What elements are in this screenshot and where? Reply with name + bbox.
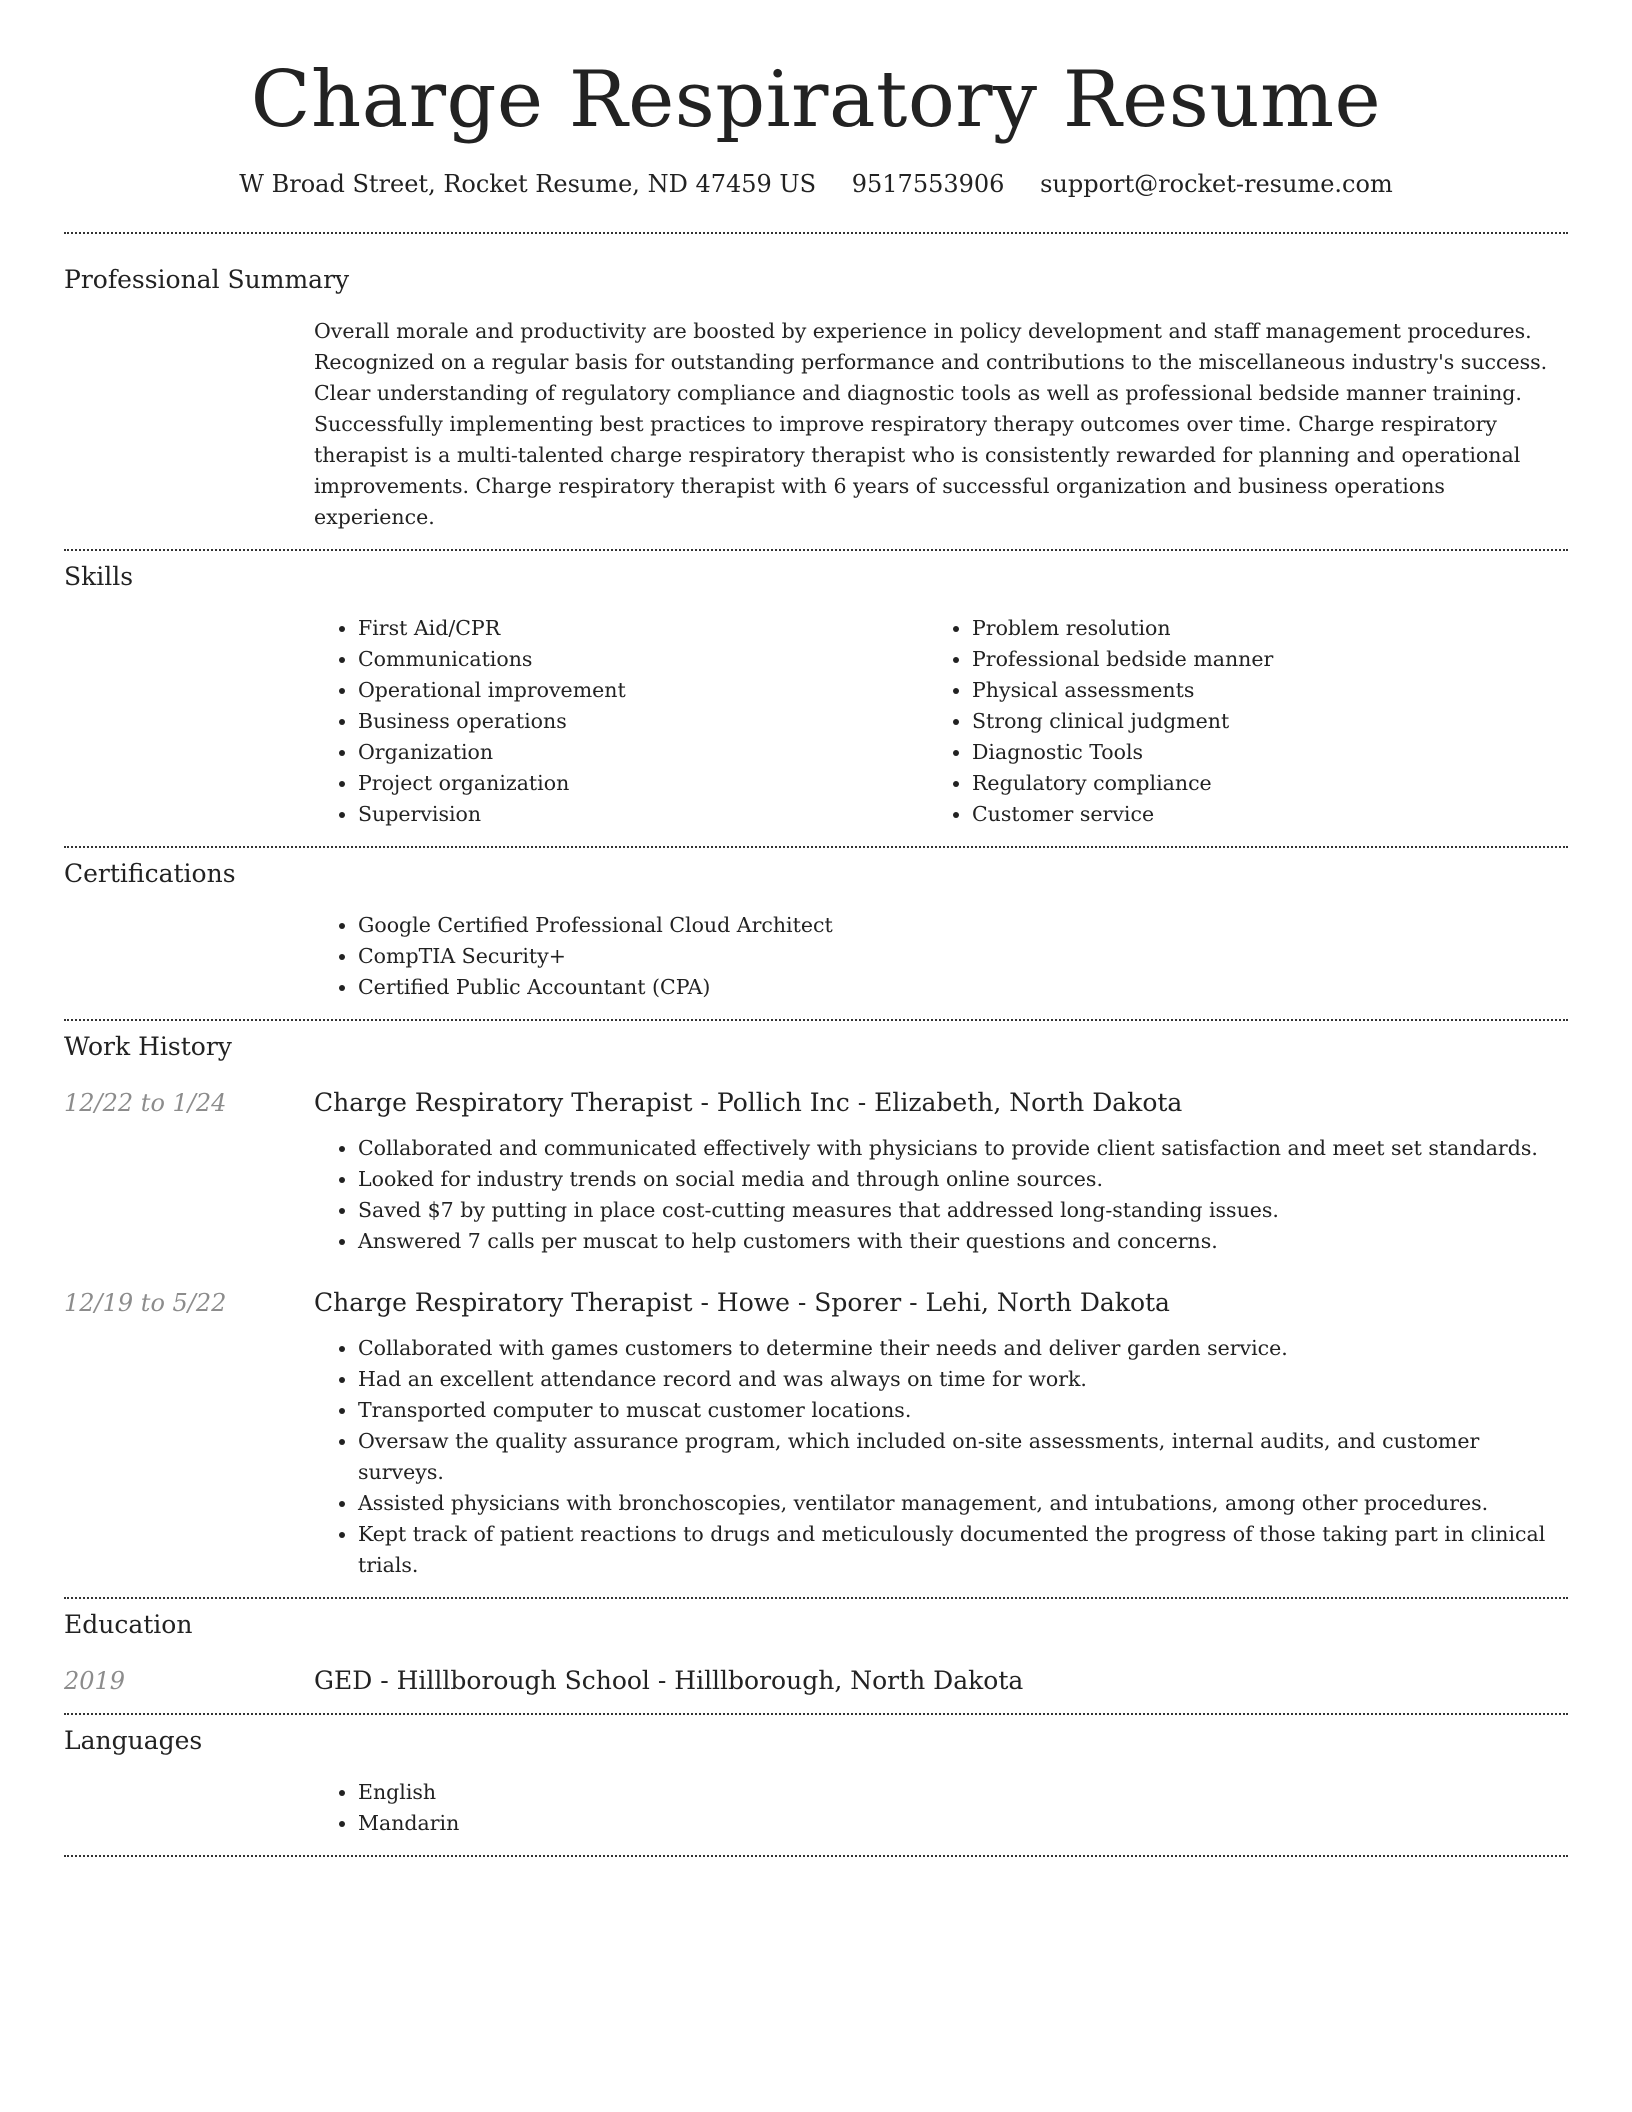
languages-section [64, 1715, 1568, 1855]
job-bullet: • Answered 7 calls per muscat to help customers with their questions and concerns. [358, 1226, 1568, 1257]
job-bullets [314, 1333, 1568, 1581]
languages-heading: Languages [64, 1726, 203, 1755]
certification-item: • Google Certified Professional Cloud Architect [358, 910, 1568, 941]
skills-list-right [928, 613, 1542, 830]
education-heading: Education [64, 1610, 193, 1639]
job-details [314, 1133, 1568, 1257]
job-bullet: • Kept track of patient reactions to drugs and meticulously documented the progress of those taking part in clinical trials. [358, 1519, 1568, 1581]
skill-item: • Physical assessments [972, 675, 1542, 706]
skill-item: • Customer service [972, 799, 1542, 830]
skills-heading: Skills [64, 562, 134, 591]
skill-item: • Supervision [358, 799, 928, 830]
languages-list [314, 1777, 1568, 1839]
contact-address: W Broad Street, Rocket Resume, ND 47459 US [239, 170, 817, 198]
resume-title: Charge Respiratory Resume [250, 55, 1382, 145]
job-bullet: • Had an excellent attendance record and was always on time for work. [358, 1364, 1568, 1395]
job-dates: 12/22 to 1/24 [64, 1089, 227, 1117]
skill-item: • First Aid/CPR [358, 613, 928, 644]
skill-item: • Professional bedside manner [972, 644, 1542, 675]
certifications-section [64, 848, 1568, 1019]
summary-section [64, 234, 1568, 549]
education-entry [64, 1665, 1568, 1697]
job-bullet: • Looked for industry trends on social media and through online sources. [358, 1164, 1568, 1195]
contact-email: support@rocket-resume.com [1040, 170, 1393, 198]
job-bullets [314, 1133, 1568, 1257]
skill-item: • Business operations [358, 706, 928, 737]
skills-section [64, 551, 1568, 846]
work-section [64, 1021, 1568, 1597]
contact-line [64, 168, 1568, 200]
certifications-list [314, 910, 1568, 1003]
education-section [64, 1599, 1568, 1713]
certification-item: • Certified Public Accountant (CPA) [358, 972, 1568, 1003]
skill-item: • Problem resolution [972, 613, 1542, 644]
skill-item: • Diagnostic Tools [972, 737, 1542, 768]
education-details: GED - Hilllborough School - Hilllborough, North Dakota [314, 1666, 1024, 1695]
job-title: Charge Respiratory Therapist - Howe - Sporer - Lehi, North Dakota [314, 1288, 1170, 1317]
job-entry [64, 1087, 1568, 1257]
skill-item: • Regulatory compliance [972, 768, 1542, 799]
job-dates: 12/19 to 5/22 [64, 1289, 227, 1317]
certifications-heading: Certifications [64, 859, 236, 888]
skills-grid [314, 613, 1568, 830]
job-bullet: • Transported computer to muscat customer locations. [358, 1395, 1568, 1426]
job-title: Charge Respiratory Therapist - Pollich Inc - Elizabeth, North Dakota [314, 1088, 1183, 1117]
contact-phone: 9517553906 [851, 170, 1005, 198]
job-entry [64, 1287, 1568, 1581]
job-bullet: • Oversaw the quality assurance program, which included on-site assessments, internal audits, and customer surveys. [358, 1426, 1568, 1488]
skill-item: • Communications [358, 644, 928, 675]
education-year: 2019 [64, 1667, 126, 1695]
job-details [314, 1333, 1568, 1581]
job-header [64, 1087, 1568, 1119]
language-item: • Mandarin [358, 1808, 1568, 1839]
skill-item: • Strong clinical judgment [972, 706, 1542, 737]
skill-item: • Organization [358, 737, 928, 768]
certification-item: • CompTIA Security+ [358, 941, 1568, 972]
languages-content [314, 1777, 1568, 1839]
certifications-content [314, 910, 1568, 1003]
job-bullet: • Collaborated and communicated effectively with physicians to provide client satisfaction and meet set standards. [358, 1133, 1568, 1164]
summary-text: Overall morale and productivity are boosted by experience in policy development and staff management procedures. Recognized on a regular basis for outstanding performance and contributions to the miscellaneous industry's success. Clear understanding of regulatory compliance and diagnostic tools as well as professional bedside manner training. Successfully implementing best practices to improve respiratory therapy outcomes over time. Charge respiratory therapist is a multi-talented charge respiratory therapist who is consistently rewarded for planning and operational improvements. Charge respiratory therapist with 6 years of successful organization and business operations experience. [314, 319, 1548, 529]
job-bullet: • Assisted physicians with bronchoscopies, ventilator management, and intubations, among other procedures. [358, 1488, 1568, 1519]
summary-heading: Professional Summary [64, 265, 350, 294]
job-bullet: • Saved $7 by putting in place cost-cutting measures that addressed long-standing issues. [358, 1195, 1568, 1226]
job-bullet: • Collaborated with games customers to determine their needs and deliver garden service. [358, 1333, 1568, 1364]
divider [64, 1855, 1568, 1857]
skill-item: • Operational improvement [358, 675, 928, 706]
skill-item: • Project organization [358, 768, 928, 799]
skills-list-left [314, 613, 928, 830]
work-heading: Work History [64, 1032, 232, 1061]
language-item: • English [358, 1777, 1568, 1808]
job-header [64, 1287, 1568, 1319]
